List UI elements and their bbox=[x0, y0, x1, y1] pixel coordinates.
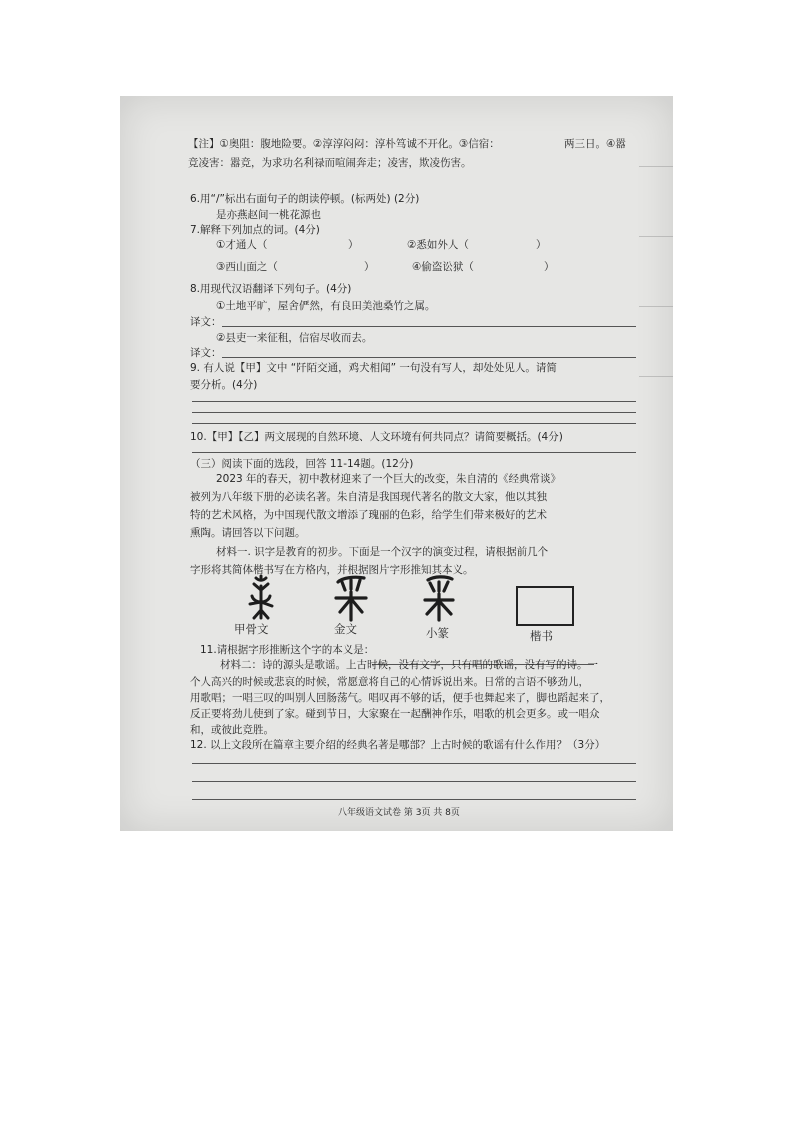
question-9-line-1: 9. 有人说【甲】文中 “阡陌交通，鸡犬相闻” 一句没有写人，却处处见人。请简 bbox=[190, 362, 557, 374]
material-1-line-1: 材料一. 识字是教育的初步。下面是一个汉字的演变过程，请根据前几个 bbox=[216, 546, 549, 558]
section-3-heading: （三）阅读下面的选段，回答 11-14题。(12分) bbox=[190, 458, 414, 470]
material-2-line-3: 用歌唱；一唱三叹的叫别人回肠荡气。唱叹再不够的话，便手也舞起来了，脚也蹈起来了， bbox=[190, 692, 610, 704]
notes-line-1b: 两三日。④嚣 bbox=[564, 138, 626, 150]
question-7-item-2: ②悉如外人（ bbox=[407, 239, 469, 251]
question-8-sentence-2: ②县吏一来征租，信宿尽收而去。 bbox=[216, 332, 373, 344]
notes-line-1a: 【注】①奥阻：腹地险要。②淳淳闷闷：淳朴笃诚不开化。③信宿： bbox=[188, 138, 500, 150]
section-3-paragraph-line-1: 2023 年的春天，初中教材迎来了一个巨大的改变，朱自清的《经典常谈》 bbox=[216, 473, 562, 485]
question-7-item-4-close: ） bbox=[544, 261, 555, 273]
question-8-translation-label-1: 译文： bbox=[190, 316, 222, 328]
question-7-item-1-close: ） bbox=[348, 239, 359, 251]
page-footer: 八年级语文试卷 第 3页 共 8页 bbox=[338, 808, 460, 818]
answer-line bbox=[222, 357, 636, 358]
section-3-paragraph-line-2: 被列为八年级下册的必读名著。朱自清是我国现代著名的散文大家，他以其独 bbox=[190, 491, 547, 503]
question-10-prompt: 10.【甲】【乙】两文展现的自然环境、人文环境有何共同点？请简要概括。(4分) bbox=[190, 431, 563, 443]
answer-line bbox=[192, 452, 636, 453]
question-7-item-4: ④偷盗讼狱（ bbox=[412, 261, 474, 273]
question-7-item-3-close: ） bbox=[364, 261, 375, 273]
material-2-line-4: 反正要将劲儿使到了家。碰到节日，大家聚在一起酬神作乐，唱歌的机会更多。或一唱众 bbox=[190, 708, 600, 720]
answer-line bbox=[192, 423, 636, 424]
question-8-translation-label-2: 译文： bbox=[190, 347, 222, 359]
question-7-item-2-close: ） bbox=[536, 239, 547, 251]
answer-line bbox=[192, 781, 636, 782]
exam-page-photo bbox=[120, 96, 673, 831]
bronze-script-glyph bbox=[332, 574, 370, 622]
regular-script-answer-box[interactable] bbox=[516, 586, 574, 626]
answer-line bbox=[192, 401, 636, 402]
question-7-item-3: ③西山面之（ bbox=[216, 261, 278, 273]
bleed-through-line bbox=[639, 306, 673, 307]
material-2-line-5: 和，或彼此竞胜。 bbox=[190, 724, 274, 736]
small-seal-caption: 小篆 bbox=[426, 626, 449, 640]
oracle-bone-glyph bbox=[244, 574, 278, 622]
question-9-line-2: 要分析。(4分) bbox=[190, 379, 258, 391]
answer-line bbox=[192, 412, 636, 413]
bleed-through-line bbox=[639, 166, 673, 167]
material-2-line-1: 材料二：诗的源头是歌谣。上古时候，没有文字，只有唱的歌谣，没有写的诗。一 bbox=[220, 659, 598, 671]
bleed-through-line bbox=[639, 236, 673, 237]
bronze-script-caption: 金文 bbox=[334, 622, 357, 636]
question-8-sentence-1: ①土地平旷，屋舍俨然，有良田美池桑竹之属。 bbox=[216, 300, 436, 312]
small-seal-glyph bbox=[420, 574, 458, 622]
oracle-bone-caption: 甲骨文 bbox=[234, 622, 269, 636]
material-2-line-2: 个人高兴的时候或悲哀的时候，常愿意将自己的心情诉说出来。日常的言语不够劲儿， bbox=[190, 676, 589, 688]
answer-line bbox=[222, 326, 636, 327]
question-8-prompt: 8.用现代汉语翻译下列句子。(4分) bbox=[190, 283, 352, 295]
bleed-through-line bbox=[639, 376, 673, 377]
answer-line bbox=[192, 763, 636, 764]
regular-script-caption: 楷书 bbox=[530, 629, 553, 643]
section-3-paragraph-line-3: 特的艺术风格，为中国现代散文增添了瑰丽的色彩，给学生们带来极好的艺术 bbox=[190, 509, 547, 521]
section-3-paragraph-line-4: 熏陶。请回答以下问题。 bbox=[190, 527, 306, 539]
question-11-prompt: 11.请根据字形推断这个字的本义是： bbox=[200, 644, 375, 656]
question-7-item-1: ①才通人（ bbox=[216, 239, 268, 251]
question-6-prompt: 6.用“/”标出右面句子的朗读停顿。(标两处) (2分) bbox=[190, 193, 420, 205]
answer-line bbox=[192, 799, 636, 800]
question-7-prompt: 7.解释下列加点的词。(4分) bbox=[190, 224, 320, 236]
notes-line-2: 竞凌害：嚣竞，为求功名利禄而喧闹奔走；凌害，欺凌伤害。 bbox=[188, 157, 472, 169]
material-1-line-2: 字形将其简体楷书写在方格内，并根据图片字形推知其本义。 bbox=[190, 564, 474, 576]
question-6-sentence: 是亦燕赵间一桃花源也 bbox=[216, 209, 321, 221]
question-12-prompt: 12. 以上文段所在篇章主要介绍的经典名著是哪部？上古时候的歌谣有什么作用？（3分） bbox=[190, 739, 606, 751]
